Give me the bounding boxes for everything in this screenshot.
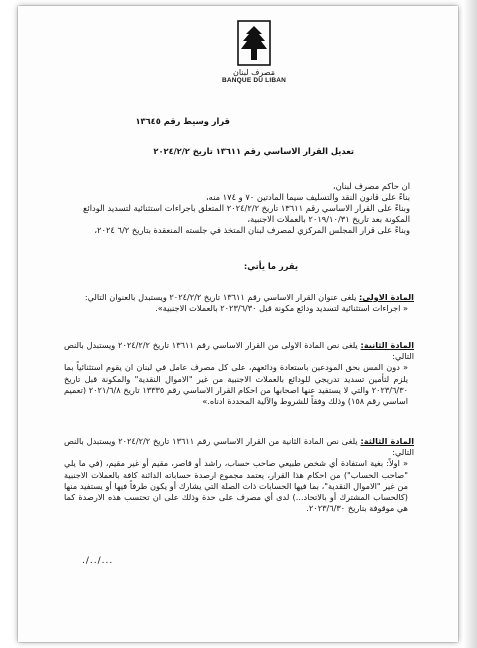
article-1-quote: « اجراءات استثنائية لتسديد ودائع مكونة قبل ٢٠٢٣/٦/٣٠ بالعملات الاجنبية». xyxy=(155,303,408,314)
decides-heading: يقرر ما يأتي: xyxy=(243,261,298,271)
decision-subject: تعديل القرار الاساسي رقم ١٣٦١١ تاريخ ٢٠٢٤/٢/٢ xyxy=(153,146,354,156)
preamble-line-1: ان حاكم مصرف لبنان، xyxy=(332,181,410,191)
article-3 xyxy=(64,436,414,514)
bank-logo xyxy=(219,20,289,108)
signature-placeholder: ./../... xyxy=(82,556,114,566)
article-3-quote: « اولاً: بغية استفادة أي شخص طبيعي صاحب حساب، راشد أو قاصر، مقيم أو غير مقيم، (في ما يلي "صاحب الحساب") من احكام هذا القرار، يعتمد مجموع ارصدة حساباته الدائنة كافة بالعملات الاجنبية من غير "الاموال النقدية"، بما فيها الحسابات ذات الصلة التي يشارك أو يكون طرفاً فيها أو يستفيد منها (كالحساب المشترك أو بالاتحاد...) لدى أي مصرف على حدة وذلك على ان تحتسب هذه الارصدة كما هي موقوفة بتاريخ ٢٠٢٣/٦/٣٠. xyxy=(64,458,408,514)
article-3-label: المادة الثالثة: xyxy=(360,436,415,446)
article-2 xyxy=(64,340,414,407)
preamble-line-4: المكونة بعد تاريخ ٢٠١٩/١٠/٣١ بالعملات الاجنبية، xyxy=(247,214,410,224)
decision-number: قرار وسيط رقم ١٣٦٤٥ xyxy=(135,116,230,126)
preamble-line-2: بناءً على قانون النقد والتسليف سيما المادتين ٧٠ و ١٧٤ منه، xyxy=(205,192,410,202)
article-2-quote: « دون المس بحق المودعين باستعادة ودائعهم، على كل مصرف عامل في لبنان ان يقوم استثنائياً بما يلزم لتأمين تسديد تدريجي للودائع بالعملات الاجنبية من غير "الاموال النقدية" والمكونة قبل تاريخ ٢٠٢٣/٦/٣٠ والتي لا يستفيد عنها اصحابها من احكام القرار الاساسي رقم ١٣٣٣٥ تاريخ ٢٠٢١/٦/٨ (تعميم اساسي رقم ١٥٨) وذلك وفقاً للشروط والآلية المحددة ادناه.» xyxy=(64,362,408,407)
bank-name-arabic: مَصرف لبنان xyxy=(232,68,276,77)
preamble-line-3: وبناءً على القرار الاساسي رقم ١٣٦١١ تاريخ ٢٠٢٤/٢/٢ المتعلق باجراءات استثنائية لتسديد الودائع xyxy=(82,203,410,213)
bank-name-french: BANQUE DU LIBAN xyxy=(221,77,287,84)
cedar-emblem-icon xyxy=(237,20,271,66)
article-2-text: يلغى نص المادة الاولى من القرار الاساسي رقم ١٣٦١١ تاريخ ٢٠٢٤/٢/٢ ويستبدل بالنص التالي: xyxy=(64,340,414,362)
article-1-text: يلغى عنوان القرار الاساسي رقم ١٣٦١١ تاريخ ٢٠٢٤/٢/٢ ويستبدل بالعنوان التالي: xyxy=(84,292,357,302)
article-2-label: المادة الثانية: xyxy=(360,340,414,350)
preamble-line-5: وبناءً على قرار المجلس المركزي لمصرف لبنان المتخذ في جلسته المنعقدة بتاريخ ٦/٢ ٢٠٢٤، xyxy=(94,225,410,235)
article-3-text: يلغى نص المادة الثانية من القرار الاساسي رقم ١٣٦١١ تاريخ ٢٠٢٤/٢/٢ ويستبدل بالنص التالي: xyxy=(64,436,414,458)
article-1-label: المادة الاولى: xyxy=(359,292,414,302)
document-page xyxy=(18,6,458,642)
page-edge-shadow xyxy=(463,0,477,648)
article-1 xyxy=(64,292,414,314)
